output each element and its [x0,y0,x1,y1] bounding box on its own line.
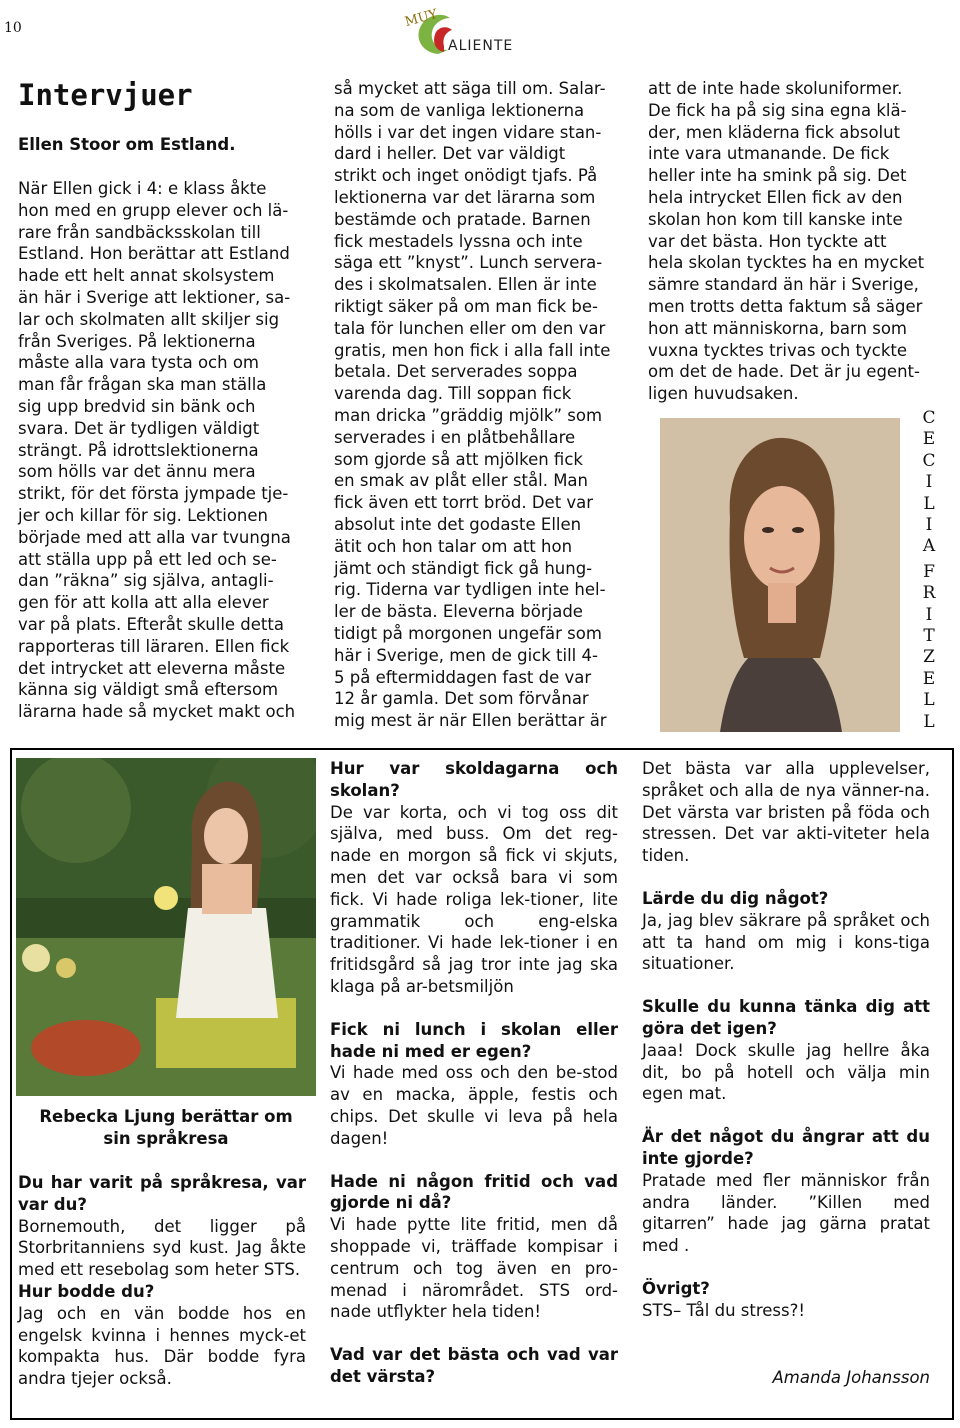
answer: STS– Tål du stress?! [642,1300,805,1320]
author-byline-vertical [922,408,936,733]
text-line: lärarna hade så mycket makt och [18,702,296,722]
text-line: na som de vanliga lektionerna [334,100,585,120]
text-line: gen för att kolla att alla elever [18,593,269,613]
interview-column-right [642,758,930,1322]
text-line: rapporteras till läraren. Ellen fick [18,636,290,656]
byline-letter: Z [923,647,935,668]
park-photo [16,758,316,1096]
text-line: sämre standard än här i Sverige, [648,275,919,295]
byline-letter: F [923,561,935,582]
text-line: heller inte ha smink på sig. Det [648,166,907,186]
text-line: svara. Det är tydligen väldigt [18,418,260,438]
answer: Pratade med fler människor från andra länder. ”Killen med gitarren” hade jag gärna pratat med . [642,1170,930,1256]
caption-line: sin språkresa [103,1128,229,1148]
byline-letter: A [922,536,936,557]
text-line: ligen huvudsaken. [648,384,799,404]
author-signature: Amanda Johansson [772,1368,930,1387]
answer: Det bästa var alla upplevelser, språket och alla de nya vänner-na. Det värsta var bristen på föda och stressen. Det var akti-viteter hela tiden. [642,759,930,866]
text-line: var det bästa. Hon tyckte att [648,231,887,251]
text-line: än här i Sverige att lektioner, sa- [18,287,291,307]
text-line: des i skolmatsalen. Ellen är inte [334,275,597,295]
text-line: serverades i en plåtbehållare [334,427,576,447]
text-line: strikt, för det första jympade tje- [18,484,289,504]
text-line: mig mest är när Ellen berättar är [334,711,607,731]
text-line: en smak av plåt eller stål. Man [334,471,588,491]
text-line: hela intrycket Ellen fick av den [648,187,903,207]
text-line: dard i heller. Det var väldigt [334,144,566,164]
byline-letter: I [925,604,933,625]
text-line: hon med en grupp elever och lä- [18,200,289,220]
text-line: betala. Det serverades soppa [334,362,578,382]
byline-letter: T [923,626,935,647]
text-line: rare från sandbäcksskolan till [18,222,261,242]
article-column-1 [18,178,328,723]
portrait-photo [660,418,900,732]
text-line: der, men kläderna fick absolut [648,122,901,142]
question: Hade ni någon fritid och vad gjorde ni då? [330,1171,618,1213]
text-line: om det de hade. Det är ju egent- [648,362,920,382]
text-line: rig. Tiderna var tydligen inte hel- [334,580,606,600]
text-line: som hölls var det ännu mera [18,462,256,482]
byline-letter: I [925,515,933,536]
magazine-logo [404,6,554,66]
text-line: tala för lunchen eller om den var [334,318,606,338]
article-subtitle: Ellen Stoor om Estland. [18,135,236,154]
byline-letter: C [922,450,936,471]
logo-top-text: MUY [404,6,440,30]
question: Övrigt? [642,1278,710,1298]
article-title: Intervjuer [18,78,193,112]
question: Lärde du dig något? [642,888,829,908]
article-column-2 [334,78,644,732]
text-line: hade ett helt annat skolsystem [18,266,275,286]
text-line: måste alla vara tysta och om [18,353,259,373]
text-line: men trotts detta faktum så säger [648,296,923,316]
question: Du har varit på språkresa, var var du? [18,1173,306,1214]
page-number: 10 [4,20,22,36]
text-line: vuxna tycktes trivas och tyckte [648,340,908,360]
text-line: var på plats. Efteråt skulle detta [18,614,284,634]
text-line: fick även ett torrt bröd. Det var [334,493,594,513]
text-line: 12 år gamla. Det som förvånar [334,689,589,709]
answer: Vi hade pytte lite fritid, men då shoppade vi, träffade kompisar i centrum och tog även en pro-menad i närområdet. STS ord-nade utflykter hela tiden! [330,1215,618,1322]
portrait-illustration [660,418,900,732]
answer: Bornemouth, det ligger på Storbritanniens syd kust. Jag åkte med ett resebolag som heter STS. [18,1216,306,1280]
answer: Ja, jag blev säkrare på språket och att ta hand om mig i kons-tiga situationer. [642,910,930,974]
text-line: strikt och inget onödigt tjafs. På [334,166,598,186]
byline-letter: L [923,690,935,711]
byline-letter: R [922,583,936,604]
text-line: 5 på eftermiddagen fast de var [334,667,592,687]
text-line: riktigt säker på om man fick be- [334,296,598,316]
text-line: hela skolan tycktes ha en mycket [648,253,925,273]
byline-letter: I [925,472,933,493]
text-line: dan ”räkna” sig själva, antagli- [18,571,274,591]
text-line: lektionerna var det lärarna som [334,187,596,207]
text-line: fick mestadels lyssna och inte [334,231,583,251]
text-line: man får frågan ska man ställa [18,375,267,395]
byline-letter: L [923,711,935,732]
text-line: känna sig väldigt små eftersom [18,680,279,700]
text-line: tidigt på morgonen ungefär som [334,623,602,643]
text-line: bestämde och pratade. Barnen [334,209,591,229]
question: Är det något du ångrar att du inte gjorde? [642,1127,930,1168]
logo-graphic [404,6,554,66]
byline-letter: E [922,668,936,689]
text-line: gratis, men hon fick i alla fall inte [334,340,611,360]
answer: De var korta, och vi tog oss dit själva, med buss. Om det reg-nade en morgon så fick vi skjuts, men det var också bara vi som fick. Vi hade roliga lek-tioner, lite grammatik och eng-elska traditioner. Vi hade lek-tioner i en fritidsgård så jag tror inte jag ska klaga på ar-betsmiljön [330,802,618,996]
text-line: ätit och hon talar om att hon [334,536,573,556]
logo-main-text: ALIENTE [448,38,514,54]
answer: Vi hade med oss och den be-stod av en macka, äpple, festis och chips. Det skulle vi leva på hela dagen! [330,1063,618,1148]
park-illustration [16,758,316,1096]
text-line: jämt och ständigt fick gå hung- [334,558,593,578]
text-line: började med att alla var tvungna [18,527,291,547]
text-line: De fick ha på sig sina egna klä- [648,100,907,120]
byline-letter: E [922,429,936,450]
text-line: så mycket att säga till om. Salar- [334,79,606,98]
question: Hur bodde du? [18,1281,155,1301]
question: Fick ni lunch i skolan eller hade ni med er egen? [330,1019,618,1061]
text-line: att de inte hade skoluniformer. [648,79,903,98]
text-line: hölls i var det ingen vidare stan- [334,122,602,142]
text-line: hon att människorna, barn som [648,318,907,338]
text-line: skolan hon kom till kanske inte [648,209,903,229]
text-line: Estland. Hon berättar att Estland [18,244,290,264]
text-line: jer och killar för sig. Lektionen [18,505,268,525]
byline-letter: L [923,493,935,514]
text-line: att ställa upp på ett led och se- [18,549,277,569]
question: Hur var skoldagarna och skolan? [330,759,618,800]
text-line: man dricka ”gräddig mjölk” som [334,405,603,425]
text-line: ler de bästa. Eleverna började [334,602,583,622]
text-line: från Sveriges. På lektionerna [18,331,256,351]
text-line: det intrycket att eleverna måste [18,658,286,678]
interview-column-middle [330,758,618,1388]
text-line: sig upp bredvid sin bänk och [18,396,256,416]
interview-column-left [18,1172,306,1390]
question: Vad var det bästa och vad var det värsta? [330,1345,618,1386]
answer: Jaaa! Dock skulle jag hellre åka dit, bo på hotell och välja min egen mat. [642,1040,930,1104]
article-column-3 [648,78,958,405]
text-line: säga ett ”knyst”. Lunch servera- [334,253,603,273]
text-line: här i Sverige, men de gick till 4- [334,645,598,665]
text-line: som gjorde så att mjölken fick [334,449,583,469]
interview-caption [16,1106,316,1150]
answer: Jag och en vän bodde hos en engelsk kvinna i hennes myck-et kompakta hus. Där bodde fyra andra tjejer också. [18,1303,306,1389]
question: Skulle du kunna tänka dig att göra det igen? [642,997,930,1038]
text-line: varenda dag. Till soppan fick [334,384,572,404]
caption-line: Rebecka Ljung berättar om [39,1107,293,1126]
text-line: strängt. På idrottslektionerna [18,440,259,460]
text-line: lar och skolmaten allt skiljer sig [18,309,280,329]
byline-letter: C [922,408,936,428]
text-line: absolut inte det godaste Ellen [334,514,582,534]
text-line: När Ellen gick i 4: e klass åkte [18,179,267,198]
text-line: inte vara utmanande. De fick [648,144,890,164]
